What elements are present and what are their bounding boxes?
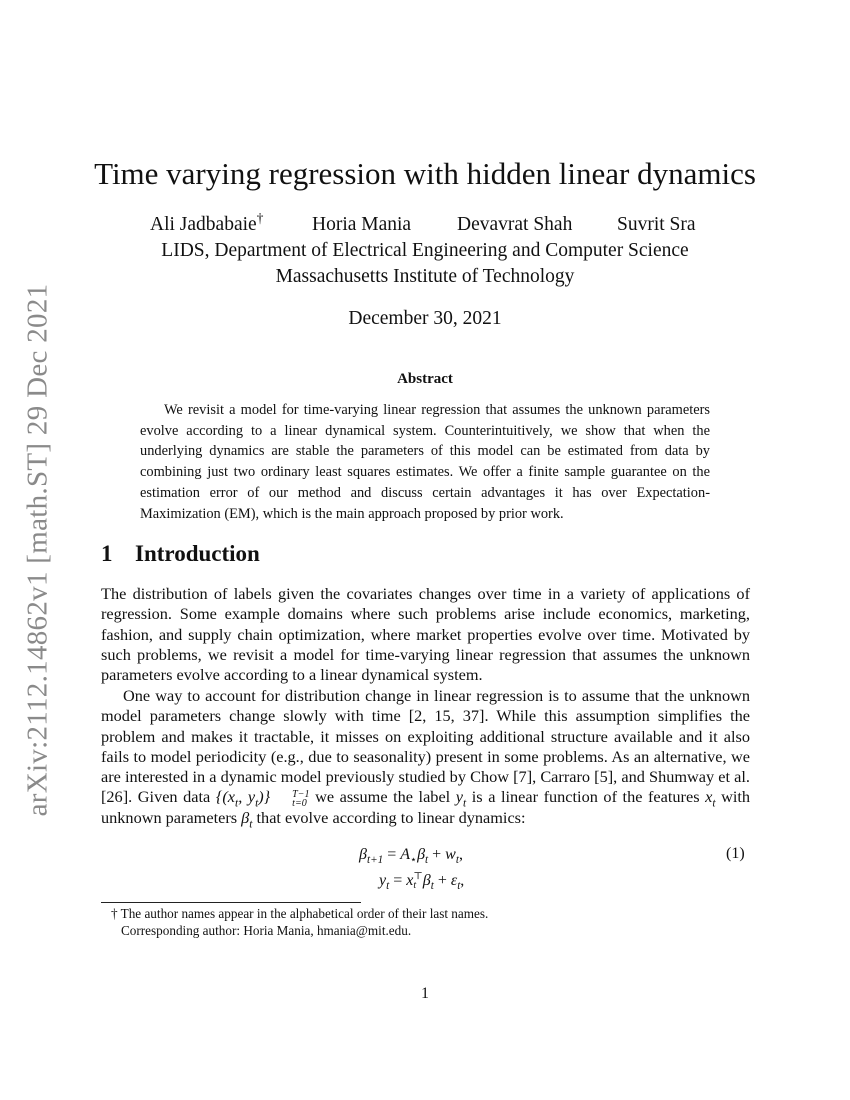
intro-paragraph-2: One way to account for distribution change in linear regression is to assume that the unknown model parameters change slowly with time [2, 15, 37]. While this assumption simplifies the problem and makes it tractable, it misses on exploiting additional structure available and it also fails to model periodicity (e.g., due to seasonality) present in some problems. As an alternative, we are interested in a dynamic model previously studied by Chow [7], Carraro [5], and Shumway et al. [26]. Given data {($x_t$, $y_t$)} T−1 t=0 we assume the label $y_t$ is a linear function of the features $x_t$ with unknown parameters $\beta_t$ that evolve according to linear dynamics: (101, 686, 751, 831)
author-1: Ali Jadbabaie† (150, 210, 264, 235)
footnote-line-2: Corresponding author: Horia Mania, hmania@mit.edu. (121, 923, 412, 938)
section-number: 1 (101, 541, 113, 566)
affiliation-line-2: Massachusetts Institute of Technology (275, 266, 575, 287)
equation-line-1: $\beta_{t+1} = A_⋆\beta_t + w_t$, (359, 846, 463, 867)
page-number: 1 (421, 985, 429, 1002)
abstract-heading: Abstract (397, 371, 453, 387)
paper-date: December 30, 2021 (348, 308, 502, 329)
arxiv-id-text: arXiv:2112.14862v1 [math.ST] 29 Dec 2021 (21, 283, 54, 817)
data-set-notation: {($x_t$, $y_t$)} T−1 t=0 (215, 787, 310, 810)
footnote-line-1: † The author names appear in the alphabetical order of their last names. (111, 906, 489, 921)
section-title: Introduction (135, 541, 260, 566)
footnote-divider (101, 902, 361, 903)
equation-line-2: $y_t = x$ ⊤ t $\beta_t + \varepsilon_t$, (379, 871, 465, 893)
equation-number: (1) (726, 845, 745, 862)
author-footnote-mark: † (256, 210, 264, 226)
author-4: Suvrit Sra (617, 214, 696, 235)
affiliation-line-1: LIDS, Department of Electrical Engineering and Computer Science (161, 240, 689, 261)
section-heading (101, 541, 260, 567)
author-3: Devavrat Shah (457, 214, 573, 235)
abstract-text: We revisit a model for time-varying linear regression that assumes the unknown parameters evolve according to a linear dynamical system. Counterintuitively, we show that when the underlying dynamics are stable the parameters of this model can be estimated from data by combining just two ordinary least squares estimates. We offer a finite sample guarantee on the estimation error of our method and discuss certain advantages it has over Expectation-Maximization (EM), which is the main approach proposed by prior work. (140, 402, 710, 522)
intro-paragraph-1: The distribution of labels given the covariates changes over time in a variety of applications of regression. Some example domains where such problems arise include economics, marketing, fashion, and supply chain optimization, where market properties evolve over time. Motivated by such problems, we revisit a model for time-varying linear regression that assumes the unknown parameters evolve according to a linear dynamical system. (101, 584, 750, 685)
paper-title: Time varying regression with hidden linear dynamics (94, 156, 756, 191)
footnote-mark: † (111, 906, 118, 921)
intro-paragraph-2-text: One way to account for distribution change in linear regression is to assume that the unknown model parameters change slowly with time [2, 15, 37]. While this assumption simplifies the problem and makes it tractable, it misses on exploiting additional structure available and it also fails to model periodicity (e.g., due to seasonality) present in some problems. As an alternative, we are interested in a dynamic model previously studied by Chow [7], Carraro [5], and Shumway et al. [26]. (101, 686, 750, 807)
author-2: Horia Mania (312, 214, 412, 235)
